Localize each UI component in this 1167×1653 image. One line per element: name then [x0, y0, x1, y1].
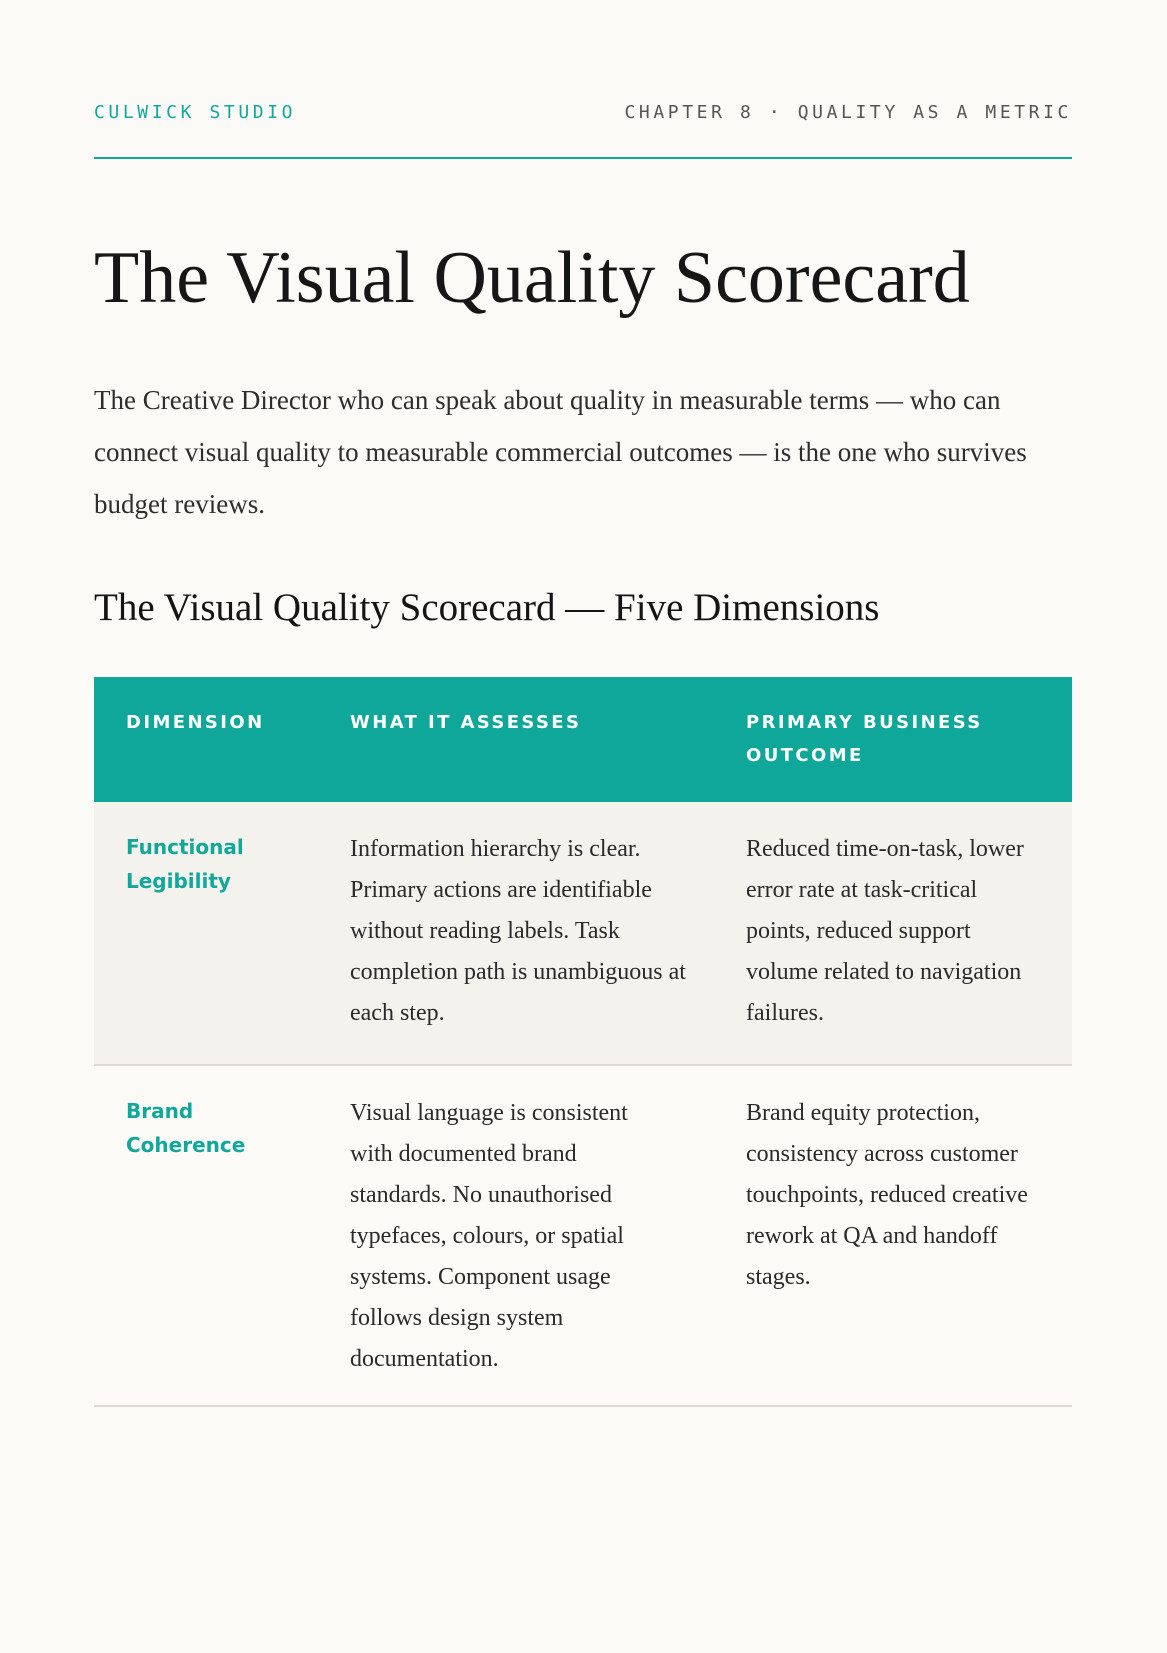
outcome-cell: Reduced time-on-task, lower error rate at task-critical points, reduced support volume related to navigation failures. [746, 836, 1024, 1026]
dimension-cell: Brand Coherence [126, 1099, 246, 1157]
section-heading: The Visual Quality Scorecard — Five Dimensions [94, 586, 880, 629]
assesses-cell: Information hierarchy is clear. Primary actions are identifiable without reading labels. Task completion path is unambiguous at each step. [350, 836, 686, 1026]
table-row [94, 802, 1072, 1066]
chapter-label: CHAPTER 8 · QUALITY AS A METRIC [624, 102, 1072, 123]
dimension-cell: Functional Legibility [126, 835, 244, 893]
outcome-cell: Brand equity protection, consistency across customer touchpoints, reduced creative rework at QA and handoff stages. [746, 1100, 1028, 1290]
studio-name: CULWICK STUDIO [94, 102, 297, 123]
table-row [94, 1066, 1072, 1407]
table-header-row [94, 677, 1072, 802]
page-title: The Visual Quality Scorecard [94, 237, 970, 319]
assesses-cell: Visual language is consistent with documented brand standards. No unauthorised typefaces, colours, or spatial systems. Component usage follows design system documentation. [350, 1100, 628, 1372]
column-header-outcome: PRIMARY BUSINESS OUTCOME [746, 712, 983, 766]
column-header-dimension: DIMENSION [126, 712, 265, 733]
running-header [94, 102, 1072, 130]
intro-paragraph: The Creative Director who can speak about quality in measurable terms — who can connect visual quality to measurable commercial outcomes — is the one who survives budget reviews. [94, 385, 1027, 519]
scorecard-table [94, 677, 1072, 1407]
header-divider [94, 157, 1072, 159]
column-header-assesses: WHAT IT ASSESSES [350, 712, 582, 733]
